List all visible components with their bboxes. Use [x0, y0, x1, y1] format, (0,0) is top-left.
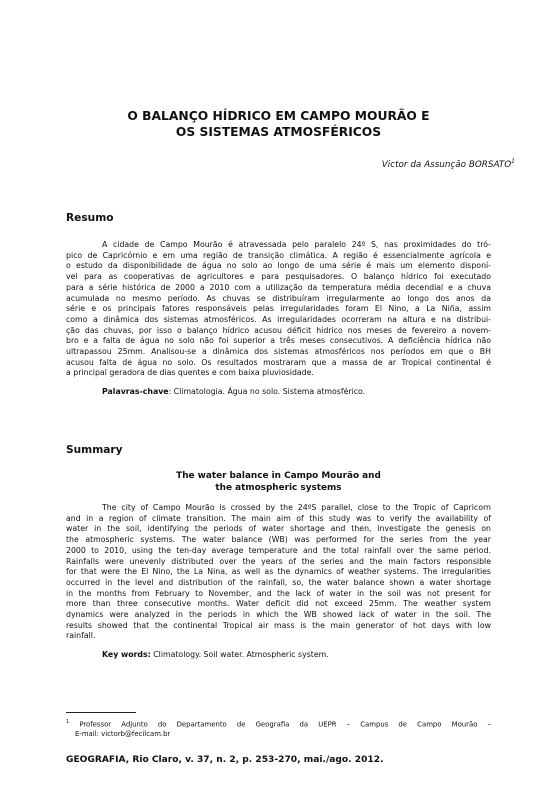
footnote-line-2[interactable]: E-mail: victorb@fecilcam.br	[75, 729, 171, 738]
resumo-keywords	[102, 387, 365, 396]
resumo-line: série e os principais fatores responsáveis pelas irregularidades foram El Nino, a La Niña, assim	[66, 304, 491, 314]
resumo-line: acusou falta de água no solo. Os resultados mostraram que a massa de ar Tropical continental é	[66, 357, 491, 367]
summary-line: in the months from February to November, and the lack of water in the soil was not present for	[66, 588, 491, 598]
summary-keywords-label: Key words:	[102, 650, 151, 659]
resumo-paragraph	[66, 240, 491, 379]
resumo-keywords-text: : Climatologia. Água no solo. Sistema atmosférico.	[168, 387, 366, 396]
summary-line: 2000 to 2010, using the ten-day average temperature and the total rainfall over the same period.	[66, 545, 491, 555]
paper-title-line-2: OS SISTEMAS ATMOSFÉRICOS	[175, 125, 382, 139]
summary-keywords-text: Climatology. Soil water. Atmospheric system.	[150, 650, 329, 659]
summary-title	[0, 470, 557, 494]
summary-paragraph	[66, 503, 491, 642]
resumo-line: como a dinâmica dos sistemas atmosféricos. As irregularidades ocorreram na altura e na distribui-	[66, 314, 491, 324]
footnote-divider	[66, 712, 136, 713]
resumo-line: para a série histórica de 2000 a 2010 com a utilização da temperatura média decendial e a chuva	[66, 282, 491, 292]
summary-line: water in the soil, identifying the periods of water shortage and then, investigate the genesis on	[66, 524, 491, 534]
resumo-keywords-label: Palavras-chave	[102, 387, 169, 396]
footnote-mark: 1	[66, 719, 70, 725]
summary-line: more than three consecutive months. Water deficit did not exceed 25mm. The weather system	[66, 599, 491, 609]
summary-keywords	[102, 650, 329, 659]
author-name: Victor da Assunção BORSATO	[381, 159, 512, 170]
summary-line: The city of Campo Mourão is crossed by the 24ºS parallel, close to the Tropic of Capricorn	[102, 503, 491, 512]
resumo-line: vel para as cooperativas de agricultores e para pesquisadores. O balanço hídrico foi executado	[66, 272, 491, 282]
journal-reference: GEOGRAFIA, Rio Claro, v. 37, n. 2, p. 253-270, mai./ago. 2012.	[66, 755, 384, 765]
summary-line: and in a region of climate transition. The main aim of this study was to verify the availability of	[66, 513, 491, 523]
footnote	[66, 718, 491, 739]
summary-line: rainfall.	[66, 631, 96, 641]
summary-line: occurred in the level and distribution of the rainfall, so, the water balance shown a water shortage	[66, 577, 491, 587]
resumo-line: pico de Capricórnio e em uma região de transição climática. A região é essencialmente agrícola e	[66, 250, 491, 260]
resumo-line: ção das chuvas, por isso o balanço hídrico acusou déficit hídrico nos meses de fevereiro a novem-	[66, 325, 491, 335]
resumo-line: ultrapassou 25mm. Analisou-se a dinâmica dos sistemas atmosféricos nos períodos em que o BH	[66, 347, 491, 357]
summary-line: Rainfalls were unevenly distributed over the years of the series and the main factors responsible	[66, 556, 491, 566]
summary-line: dynamics were analyzed in the periods in which the WB showed lack of water in the soil. The	[66, 610, 491, 620]
summary-title-line-1: The water balance in Campo Mourão and	[176, 471, 381, 481]
footnote-text-1: Professor Adjunto do Departamento de Geografia da UEPR – Campus de Campo Mourão –	[79, 720, 491, 729]
summary-line: results showed that the continental Tropical air mass is the main generator of hot days with low	[66, 620, 491, 630]
resumo-line: o estudo da disponibilidade de água no solo ao longo de uma série é mais um elemento disponí-	[66, 261, 491, 271]
paper-title-line-1: O BALANÇO HÍDRICO EM CAMPO MOURÃO E	[127, 109, 430, 123]
summary-line: for that were the El Nino, the La Nina, as well as the dynamics of weather systems. The irregularities	[66, 567, 491, 577]
paper-title	[0, 108, 557, 140]
author-footnote-mark[interactable]: 1	[511, 158, 515, 165]
summary-heading: Summary	[66, 444, 123, 456]
resumo-line: A cidade de Campo Mourão é atravessada pelo paralelo 24º S, nas proximidades do tró-	[102, 240, 491, 249]
resumo-heading: Resumo	[66, 212, 114, 224]
summary-line: the atmospheric systems. The water balance (WB) was performed for the series from the year	[66, 535, 491, 545]
resumo-line: acumulada no mesmo período. As chuvas se distribuíram irregularmente ao longo dos anos da	[66, 293, 491, 303]
footnote-line-1	[66, 718, 491, 730]
summary-title-line-2: the atmospheric systems	[215, 483, 342, 493]
resumo-line: bro e a falta de água no solo não foi superior a três meses consecutivos. A deficiência hídrica não	[66, 336, 491, 346]
resumo-line: a principal geradora de dias quentes e com baixa pluviosidade.	[66, 368, 314, 378]
author-line	[382, 158, 515, 170]
